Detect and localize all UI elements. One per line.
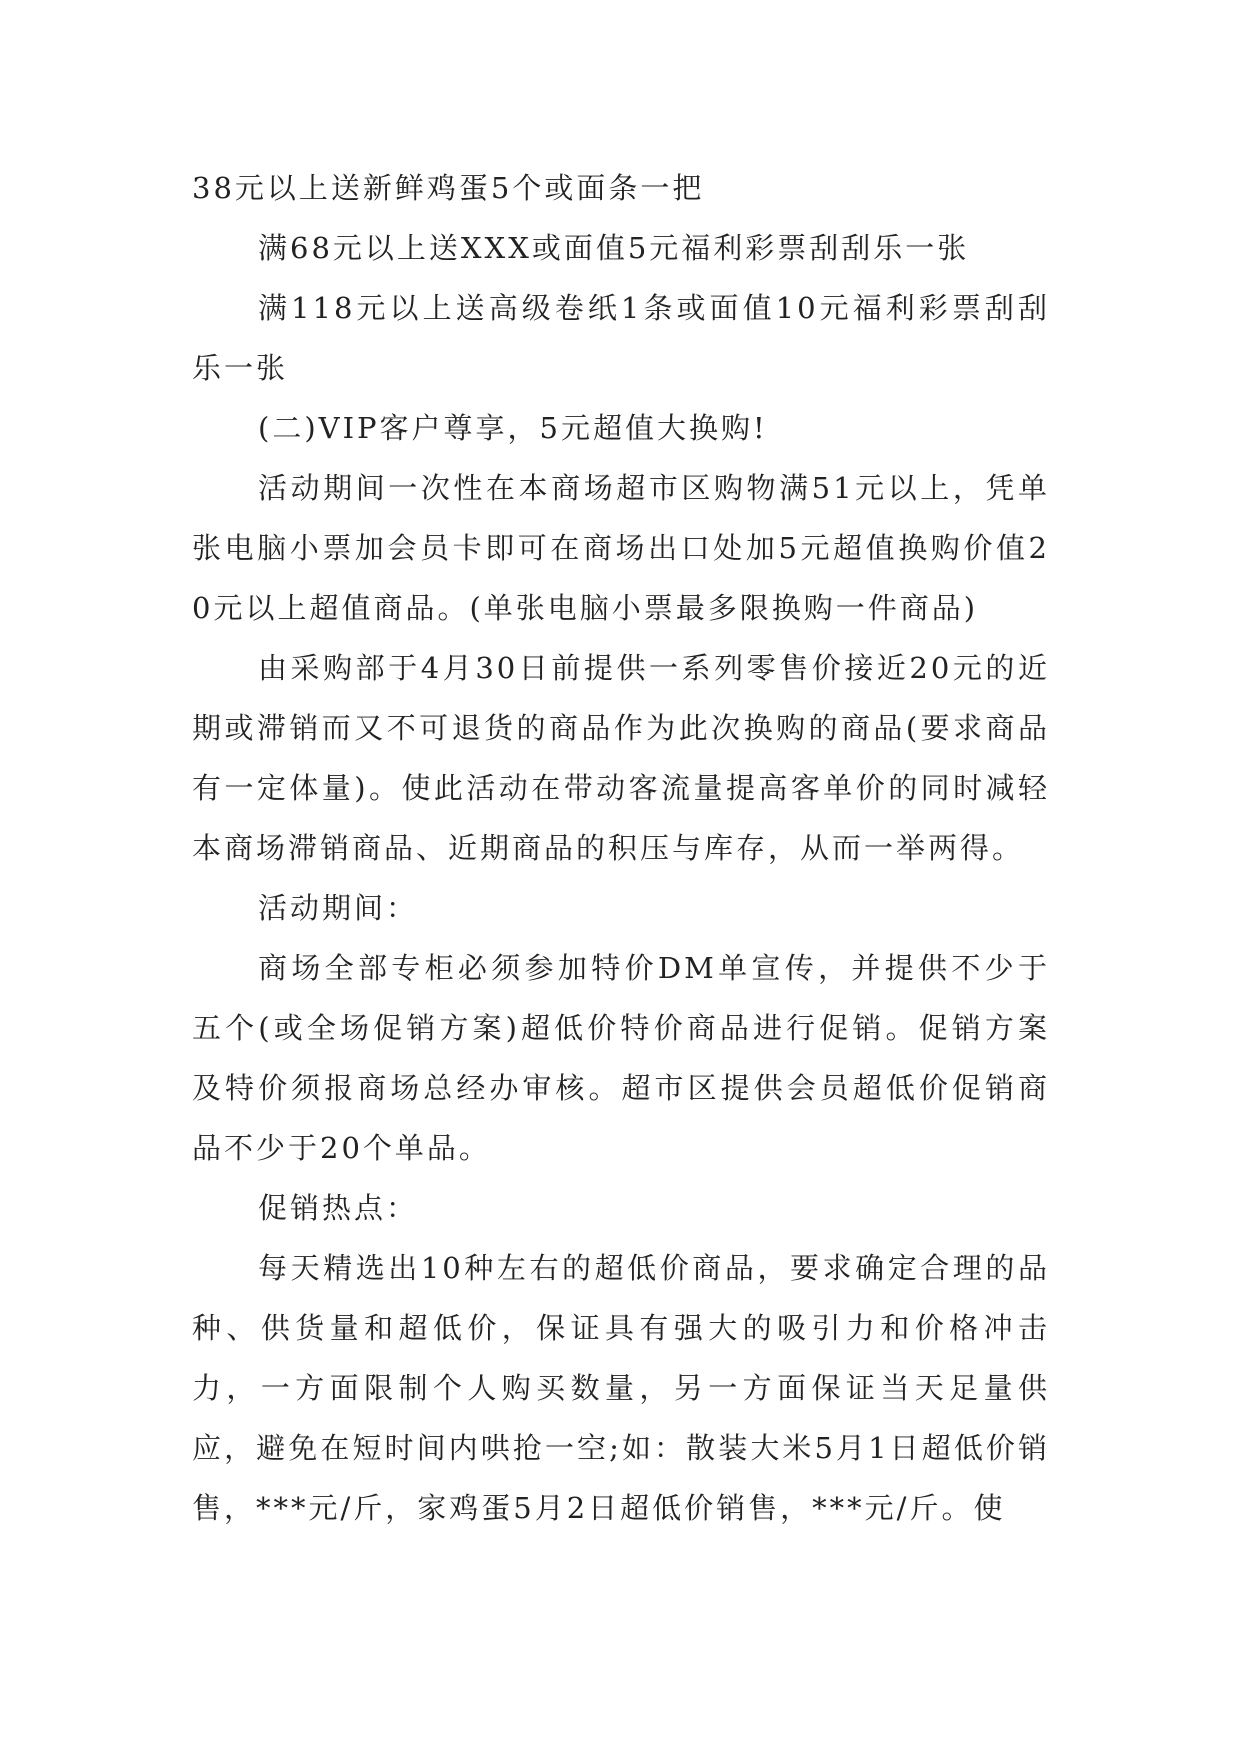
paragraph-purchasing: 由采购部于4月30日前提供一系列零售价接近20元的近期或滞销而又不可退货的商品作为此次换购的商品(要求商品有一定体量)。使此活动在带动客流量提高客单价的同时减轻本商场滞销商品、近期商品的积压与库存，从而一举两得。: [192, 651, 1050, 865]
paragraph-gift-118: 满118元以上送高级卷纸1条或面值10元福利彩票刮刮乐一张: [192, 291, 1050, 385]
paragraph-daily-specials: 每天精选出10种左右的超低价商品，要求确定合理的品种、供货量和超低价，保证具有强大的吸引力和价格冲击力，一方面限制个人购买数量，另一方面保证当天足量供应，避免在短时间内哄抢一空;如：散装大米5月1日超低价销售，***元/斤，家鸡蛋5月2日超低价销售，***元/斤。使: [192, 1251, 1050, 1525]
document-body: [192, 158, 1050, 1538]
paragraph-gift-68: 满68元以上送XXX或面值5元福利彩票刮刮乐一张: [258, 231, 970, 265]
heading-activity-period: 活动期间：: [258, 891, 419, 925]
heading-promotion-hotspots: 促销热点：: [258, 1191, 419, 1225]
paragraph-dm-promotion: 商场全部专柜必须参加特价DM单宣传，并提供不少于五个(或全场促销方案)超低价特价商品进行促销。促销方案及特价须报商场总经办审核。超市区提供会员超低价促销商品不少于20个单品。: [192, 951, 1050, 1165]
paragraph-gift-38: 38元以上送新鲜鸡蛋5个或面条一把: [192, 171, 705, 205]
paragraph-vip-exchange: 活动期间一次性在本商场超市区购物满51元以上，凭单张电脑小票加会员卡即可在商场出口处加5元超值换购价值20元以上超值商品。(单张电脑小票最多限换购一件商品): [192, 471, 1050, 625]
section-heading-vip: (二)VIP客户尊享，5元超值大换购!: [258, 411, 768, 445]
